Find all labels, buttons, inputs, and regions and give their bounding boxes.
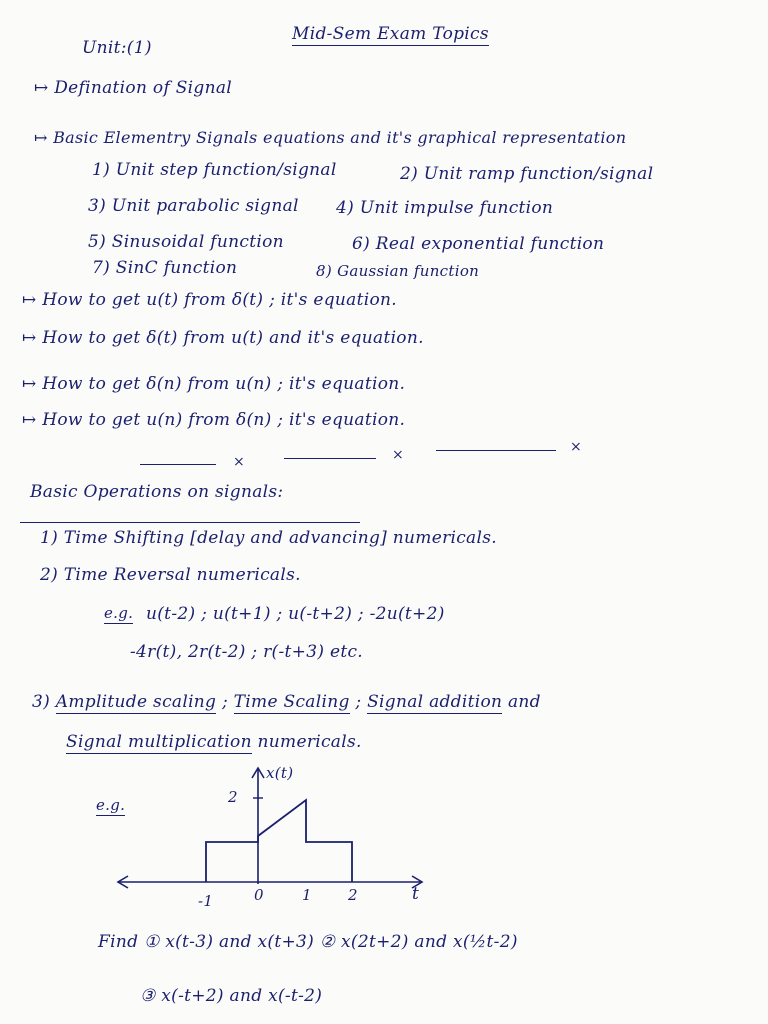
signal-addition: Signal addition	[367, 692, 503, 712]
page-title: Mid-Sem Exam Topics	[292, 24, 489, 44]
signal-item: 5) Sinusoidal function	[88, 232, 284, 252]
topic-basic-signals: ↦ Basic Elementry Signals equations and it's graphical representation	[34, 128, 627, 147]
separator: ;	[349, 692, 368, 712]
graph-x-tick: 0	[254, 886, 264, 904]
signal-item: 2) Unit ramp function/signal	[400, 164, 654, 184]
graph-x-label: t	[412, 884, 420, 904]
conjunction: and	[502, 692, 541, 712]
topic-delta-from-u: ↦ How to get δ(t) from u(t) and it's equation.	[22, 328, 424, 348]
graph-y-label: x(t)	[266, 764, 294, 782]
separator-mark: ×	[392, 447, 404, 463]
time-scaling: Time Scaling	[233, 692, 350, 712]
topic-delta-n-from-u-n: ↦ How to get δ(n) from u(n) ; it's equation.	[22, 374, 406, 394]
signal-item: 8) Gaussian function	[316, 262, 480, 280]
graph-x-tick: -1	[198, 892, 214, 910]
graph-y-tick-label: 2	[228, 788, 238, 806]
signal-multiplication: Signal multiplication	[66, 732, 252, 752]
separator: ;	[216, 692, 234, 712]
graph-x-tick: 2	[348, 886, 358, 904]
operation-item: 1) Time Shifting [delay and advancing] numericals.	[40, 528, 497, 548]
amplitude-scaling: Amplitude scaling	[55, 692, 217, 712]
signal-item: 3) Unit parabolic signal	[88, 196, 299, 216]
examples-line: -4r(t), 2r(t-2) ; r(-t+3) etc.	[130, 642, 363, 662]
topic-definition: ↦ Defination of Signal	[34, 78, 233, 98]
examples-line: u(t-2) ; u(t+1) ; u(-t+2) ; -2u(t+2)	[146, 604, 445, 624]
unit-label: Unit:(1)	[82, 38, 152, 58]
graph-eg-label: e.g.	[96, 796, 126, 814]
signal-waveform	[206, 800, 352, 882]
item-number: 3)	[32, 692, 56, 712]
topic-u-from-delta: ↦ How to get u(t) from δ(t) ; it's equation.	[22, 290, 397, 310]
signal-item: 1) Unit step function/signal	[92, 160, 337, 180]
signal-item: 4) Unit impulse function	[336, 198, 554, 218]
find-question-3: ③ x(-t+2) and x(-t-2)	[140, 986, 323, 1006]
separator-mark: ×	[570, 439, 582, 455]
operation-item: 2) Time Reversal numericals.	[40, 565, 301, 585]
signal-item: 6) Real exponential function	[352, 234, 605, 254]
topic-u-n-from-delta-n: ↦ How to get u(n) from δ(n) ; it's equation.	[22, 410, 406, 430]
numericals: numericals.	[251, 732, 362, 752]
eg-label: e.g.	[104, 604, 134, 622]
find-question-1-2: Find ① x(t-3) and x(t+3) ② x(2t+2) and x(½t-2)	[98, 932, 518, 952]
signal-item: 7) SinC function	[92, 258, 238, 278]
graph-x-tick: 1	[302, 886, 312, 904]
separator-mark: ×	[233, 454, 245, 470]
section-heading: Basic Operations on signals:	[30, 482, 284, 502]
